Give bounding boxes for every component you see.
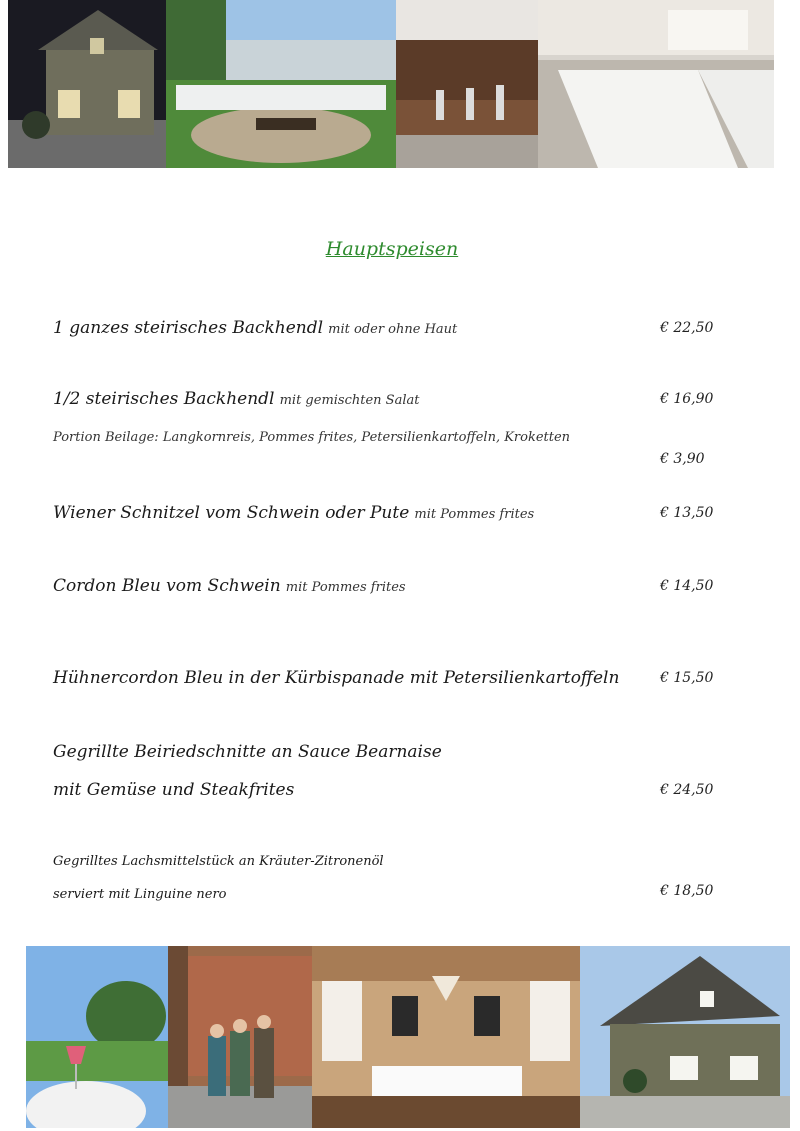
menu-item bbox=[53, 503, 733, 523]
photo-terrace-drink bbox=[26, 946, 168, 1128]
dish-description: mit Pommes frites bbox=[414, 507, 535, 522]
dish-name: 1 ganzes steirisches Backhendl bbox=[53, 318, 324, 338]
menu-item bbox=[53, 389, 733, 409]
side-dish-description: Portion Beilage: Langkornreis, Pommes frites, Petersilienkartoffeln, Kroketten bbox=[53, 430, 571, 445]
dish-name: Hühnercordon Bleu in der Kürbispanade mit Petersilienkartoffeln bbox=[53, 668, 620, 688]
photo-dining-room bbox=[312, 946, 580, 1128]
dish-name: Wiener Schnitzel vom Schwein oder Pute bbox=[53, 503, 410, 523]
dish-name: 1/2 steirisches Backhendl bbox=[53, 389, 275, 409]
menu-item bbox=[53, 668, 733, 688]
bottom-photo-strip bbox=[26, 946, 790, 1128]
side-dish-price: € 3,90 bbox=[660, 451, 705, 467]
photo-family bbox=[168, 946, 312, 1128]
photo-bar bbox=[396, 0, 538, 168]
photo-banquet-hall bbox=[538, 0, 774, 168]
top-photo-strip bbox=[8, 0, 774, 168]
dish-price: € 24,50 bbox=[660, 782, 714, 798]
photo-house-night bbox=[8, 0, 166, 168]
dish-price: € 18,50 bbox=[660, 883, 714, 899]
dish-price: € 14,50 bbox=[660, 578, 714, 594]
photo-garden-tables bbox=[166, 0, 396, 168]
dish-name: serviert mit Linguine nero bbox=[53, 887, 227, 902]
dish-name: Gegrilltes Lachsmittelstück an Kräuter-Zitronenöl bbox=[53, 854, 384, 869]
section-title: Hauptspeisen bbox=[325, 238, 459, 260]
menu-item-continued bbox=[53, 780, 733, 800]
dish-name: mit Gemüse und Steakfrites bbox=[53, 780, 295, 800]
dish-price: € 15,50 bbox=[660, 670, 714, 686]
dish-name: Cordon Bleu vom Schwein bbox=[53, 576, 281, 596]
photo-house-day bbox=[580, 946, 790, 1128]
dish-price: € 16,90 bbox=[660, 391, 714, 407]
menu-item-continued bbox=[53, 883, 733, 902]
dish-name: Gegrillte Beiriedschnitte an Sauce Bearnaise bbox=[53, 742, 442, 762]
dish-description: mit Pommes frites bbox=[285, 580, 406, 595]
dish-price: € 22,50 bbox=[660, 320, 714, 336]
menu-item bbox=[53, 576, 733, 596]
menu-item bbox=[53, 318, 733, 338]
dish-description: mit gemischten Salat bbox=[279, 393, 420, 408]
dish-price: € 13,50 bbox=[660, 505, 714, 521]
dish-description: mit oder ohne Haut bbox=[328, 322, 458, 337]
menu-item bbox=[53, 850, 733, 869]
menu-item bbox=[53, 742, 733, 762]
side-dish-item bbox=[53, 426, 733, 445]
